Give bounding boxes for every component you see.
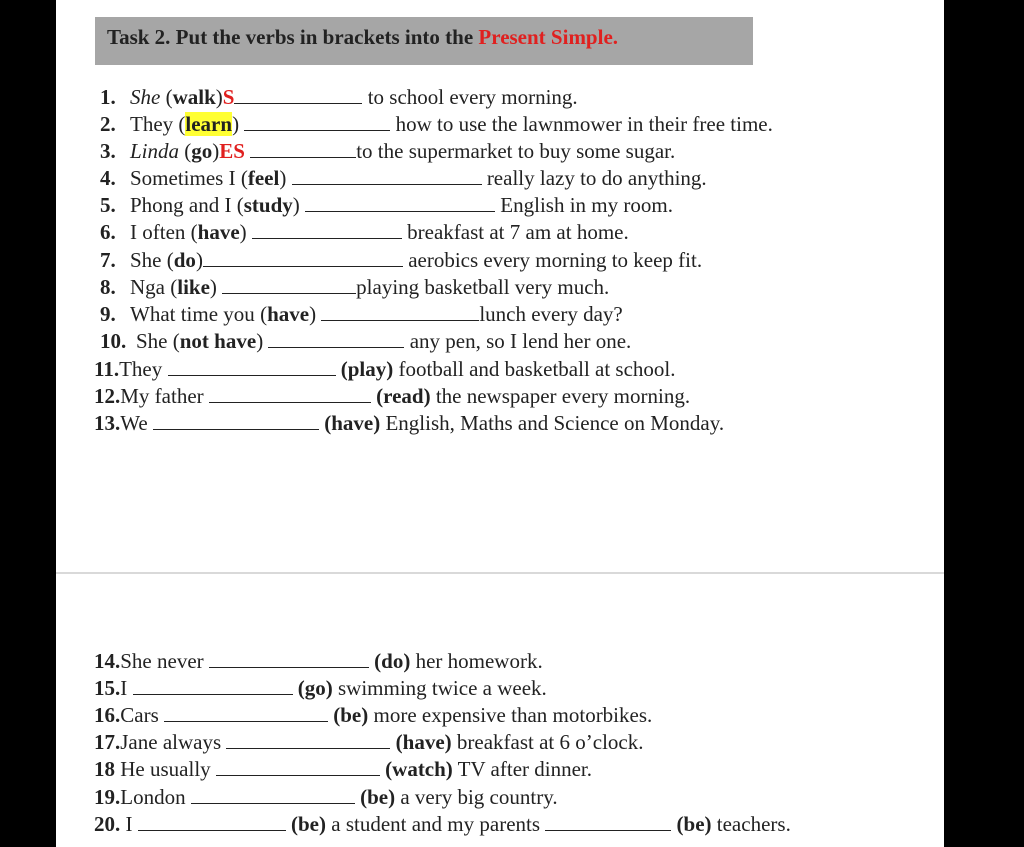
- exercise-item-6: 6. I often (have) breakfast at 7 am at home.: [100, 220, 629, 244]
- exercise-item-16: 16.Cars (be) more expensive than motorbikes.: [94, 703, 653, 727]
- highlighted-verb: learn: [185, 112, 233, 136]
- exercise-item-13: 13.We (have) English, Maths and Science on Monday.: [94, 411, 725, 435]
- answer-blank[interactable]: [138, 810, 286, 831]
- answer-blank[interactable]: [203, 246, 403, 267]
- answer-blank[interactable]: [164, 701, 328, 722]
- answer-blank[interactable]: [168, 355, 336, 376]
- answer-blank[interactable]: [222, 273, 356, 294]
- exercise-item-19: 19.London (be) a very big country.: [94, 785, 558, 809]
- worksheet-page-1: [56, 0, 944, 572]
- exercise-item-18: 18 He usually (watch) TV after dinner.: [94, 757, 592, 781]
- answer-blank[interactable]: [209, 382, 371, 403]
- exercise-item-14: 14.She never (do) her homework.: [94, 649, 543, 673]
- task-instruction: Task 2. Put the verbs in brackets into the: [107, 25, 479, 49]
- answer-blank-2[interactable]: [545, 810, 671, 831]
- exercise-item-3: 3. Linda (go)ES to the supermarket to buy some sugar.: [100, 139, 676, 163]
- answer-blank[interactable]: [305, 191, 495, 212]
- exercise-item-1: 1. She (walk)S to school every morning.: [100, 85, 578, 109]
- exercise-item-15: 15.I (go) swimming twice a week.: [94, 676, 547, 700]
- exercise-item-12: 12.My father (read) the newspaper every morning.: [94, 384, 691, 408]
- answer-blank[interactable]: [268, 327, 404, 348]
- answer-blank[interactable]: [292, 164, 482, 185]
- exercise-item-4: 4. Sometimes I (feel) really lazy to do anything.: [100, 166, 707, 190]
- task-header: [95, 17, 753, 65]
- answer-blank[interactable]: [250, 137, 356, 158]
- task-tense: Present Simple.: [478, 25, 619, 49]
- filled-answer: S: [222, 85, 235, 109]
- answer-blank[interactable]: [234, 83, 362, 104]
- exercise-item-9: 9. What time you (have) lunch every day?: [100, 302, 623, 326]
- exercise-item-5: 5. Phong and I (study) English in my room.: [100, 193, 673, 217]
- exercise-item-17: 17.Jane always (have) breakfast at 6 o’clock.: [94, 730, 644, 754]
- answer-blank[interactable]: [209, 647, 369, 668]
- exercise-item-2: 2. They (learn) how to use the lawnmower in their free time.: [100, 112, 773, 136]
- answer-blank[interactable]: [321, 300, 479, 321]
- worksheet-page-2: [56, 574, 944, 847]
- answer-blank[interactable]: [226, 728, 390, 749]
- exercise-item-8: 8. Nga (like) playing basketball very much.: [100, 275, 610, 299]
- answer-blank[interactable]: [133, 674, 293, 695]
- exercise-item-20: 20. I (be) a student and my parents (be) teachers.: [94, 812, 791, 836]
- answer-blank[interactable]: [191, 783, 355, 804]
- answer-blank[interactable]: [153, 409, 319, 430]
- answer-blank[interactable]: [252, 218, 402, 239]
- answer-blank[interactable]: [216, 755, 380, 776]
- exercise-item-7: 7. She (do) aerobics every morning to keep fit.: [100, 248, 703, 272]
- answer-blank[interactable]: [244, 110, 390, 131]
- exercise-item-11: 11.They (play) football and basketball at school.: [94, 357, 676, 381]
- filled-answer: ES: [219, 139, 245, 163]
- exercise-item-10: 10. She (not have) any pen, so I lend her one.: [100, 329, 632, 353]
